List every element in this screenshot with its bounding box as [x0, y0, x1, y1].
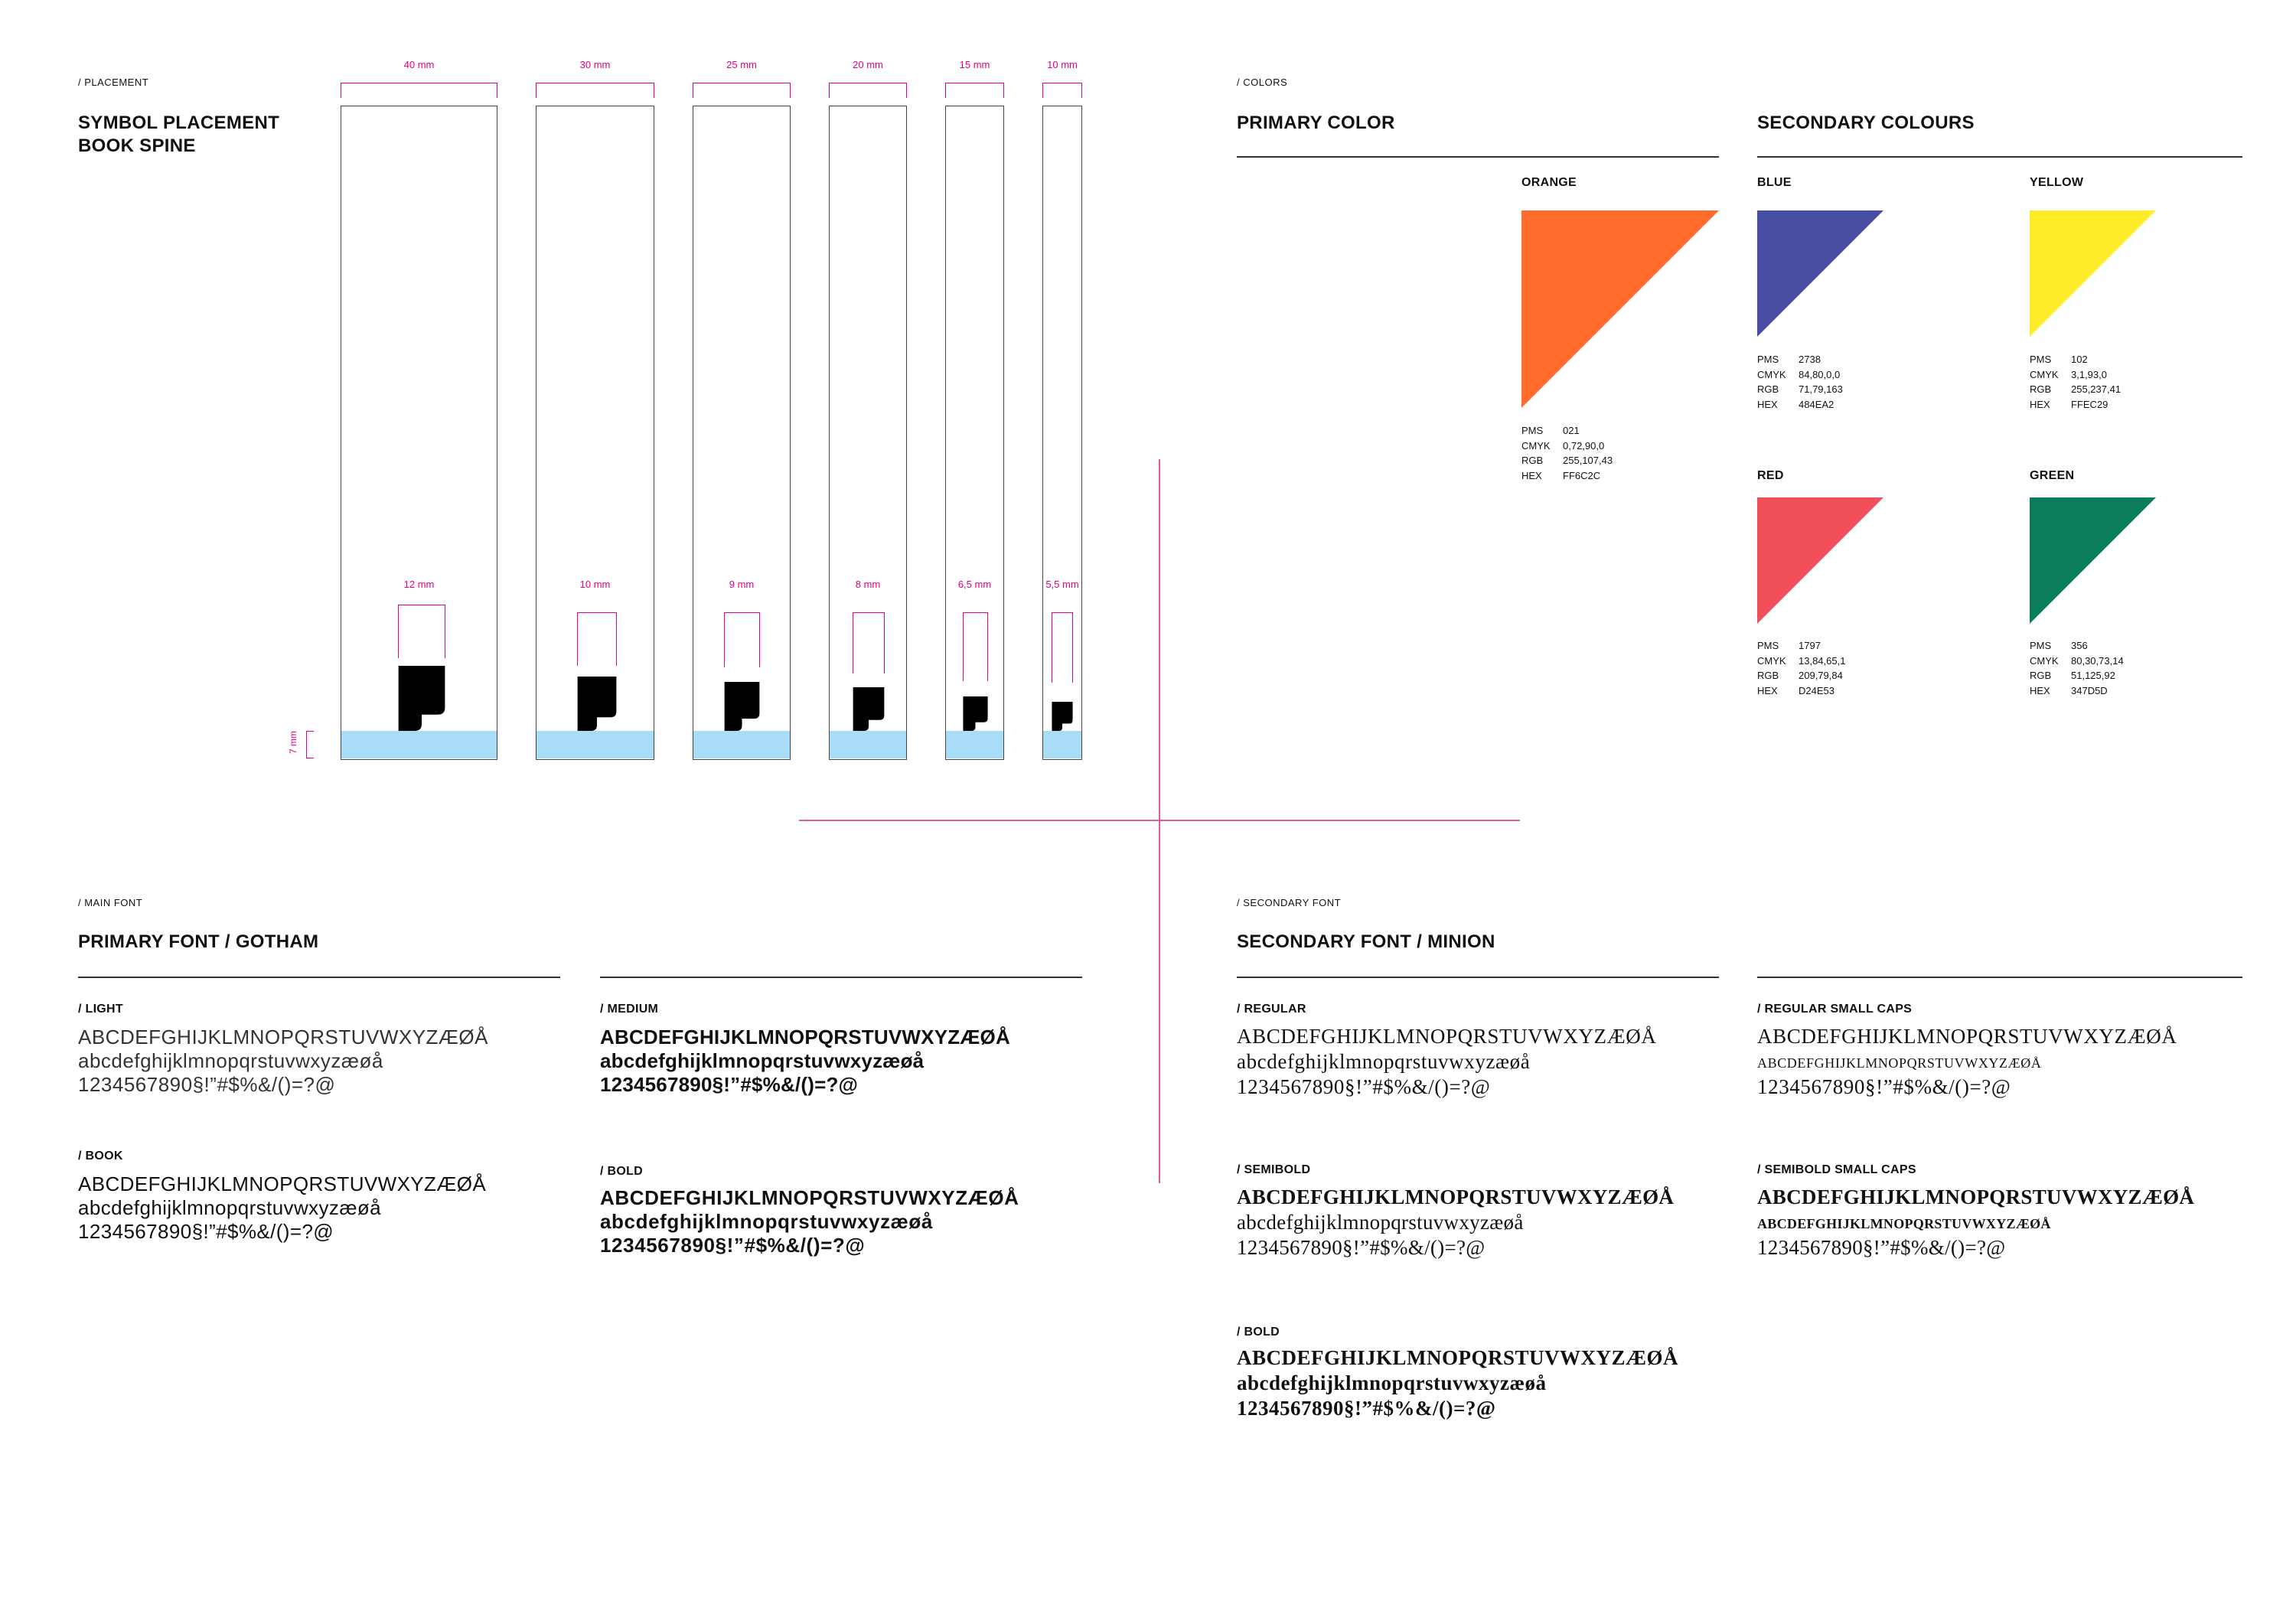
- symbol-size-label: 10 mm: [579, 579, 611, 590]
- weight-label-bold: / BOLD: [600, 1165, 644, 1178]
- specimen-figures: 1234567890§!”#$%&/()=?@: [1237, 1236, 1486, 1259]
- blue-swatch: [1757, 210, 1883, 337]
- specimen-serif-regular: [1237, 1024, 1656, 1100]
- specimen-upper: ABCDEFGHIJKLMNOPQRSTUVWXYZÆØÅ: [1237, 1346, 1679, 1369]
- spec-value: FF6C2C: [1563, 469, 1601, 481]
- spine-width-label: 25 mm: [726, 59, 757, 70]
- symbol-size-label: 8 mm: [855, 579, 881, 590]
- spec-key: PMS: [1521, 425, 1544, 436]
- spec-key: PMS: [2030, 640, 2052, 651]
- specimen-serif-bold: [1237, 1345, 1678, 1421]
- specimen-upper: ABCDEFGHIJKLMNOPQRSTUVWXYZÆØÅ: [1237, 1185, 1675, 1208]
- specimen-upper: ABCDEFGHIJKLMNOPQRSTUVWXYZÆØÅ: [600, 1026, 1010, 1048]
- main-font-heading: PRIMARY FONT / GOTHAM: [78, 931, 319, 952]
- specimen-lower: abcdefghijklmnopqrstuvwxyzæøå: [600, 1210, 933, 1233]
- symbol-size-label: 6,5 mm: [957, 579, 992, 590]
- specimen-figures: 1234567890§!”#$%&/()=?@: [78, 1220, 334, 1243]
- spec-key: CMYK: [1757, 368, 1786, 380]
- spec-value: 255,237,41: [2071, 383, 2122, 395]
- green-swatch: [2030, 497, 2156, 624]
- spine-width-label: 20 mm: [853, 59, 883, 70]
- specimen-lower: abcdefghijklmnopqrstuvwxyzæøå: [78, 1049, 383, 1072]
- weight-label-book: / BOOK: [78, 1150, 123, 1163]
- specimen-lower: abcdefghijklmnopqrstuvwxyzæøå: [1757, 1052, 2042, 1072]
- spine-width-label: 40 mm: [403, 59, 435, 70]
- specimen-upper: ABCDEFGHIJKLMNOPQRSTUVWXYZÆØÅ: [600, 1186, 1019, 1209]
- spec-key: HEX: [1757, 684, 1778, 696]
- spec-value: 80,30,73,14: [2071, 654, 2124, 667]
- specimen-upper: ABCDEFGHIJKLMNOPQRSTUVWXYZÆØÅ: [78, 1172, 487, 1195]
- secondary-font-rule-left: [1237, 977, 1719, 978]
- main-font-rule-left: [78, 977, 560, 978]
- spine-width-bracket: [693, 83, 791, 98]
- spec-key: HEX: [1521, 469, 1542, 481]
- spec-key: HEX: [1757, 398, 1778, 410]
- yellow-swatch: [2030, 210, 2156, 337]
- specimen-figures: 1234567890§!”#$%&/()=?@: [1757, 1236, 2006, 1259]
- blue-specs: [1757, 352, 1843, 412]
- spec-value: D24E53: [1799, 684, 1835, 696]
- logo-symbol: [398, 666, 445, 731]
- red-swatch: [1757, 497, 1883, 624]
- primary-color-rule: [1237, 156, 1719, 158]
- specimen-lower: abcdefghijklmnopqrstuvwxyzæøå: [1757, 1212, 2051, 1233]
- red-label: RED: [1757, 469, 1784, 482]
- specimen-serif-regular-small-caps: [1757, 1024, 2177, 1100]
- spec-value: 71,79,163: [1799, 383, 1843, 395]
- spec-key: PMS: [1757, 640, 1779, 651]
- specimen-figures: 1234567890§!”#$%&/()=?@: [600, 1073, 859, 1096]
- symbol-size-bracket: [577, 612, 617, 666]
- spec-key: RGB: [1757, 383, 1779, 395]
- symbol-size-bracket: [1052, 612, 1073, 683]
- spec-key: RGB: [1521, 455, 1544, 466]
- logo-symbol: [853, 687, 885, 731]
- weight-label-regular: / REGULAR: [1237, 1003, 1306, 1016]
- specimen-upper: ABCDEFGHIJKLMNOPQRSTUVWXYZÆØÅ: [78, 1026, 488, 1048]
- colors-section-tag: / COLORS: [1237, 77, 1288, 88]
- spec-value: 356: [2071, 640, 2088, 651]
- weight-label-serif-bold: / BOLD: [1237, 1326, 1280, 1339]
- spec-key: CMYK: [2030, 368, 2059, 380]
- green-specs: [2030, 638, 2124, 698]
- specimen-figures: 1234567890§!”#$%&/()=?@: [600, 1234, 866, 1257]
- bottom-dimension: [288, 731, 314, 758]
- spec-value: FFEC29: [2071, 398, 2108, 410]
- spec-value: 0,72,90,0: [1563, 439, 1605, 452]
- spec-value: 255,107,43: [1563, 455, 1613, 466]
- bottom-dim-label: 7 mm: [288, 731, 298, 754]
- spec-key: HEX: [2030, 684, 2050, 696]
- logo-symbol: [577, 677, 617, 731]
- specimen-serif-semibold-small-caps: [1757, 1185, 2194, 1260]
- green-label: GREEN: [2030, 469, 2075, 482]
- spec-value: 13,84,65,1: [1799, 654, 1846, 667]
- spine-width-label: 30 mm: [579, 59, 611, 70]
- specimen-lower: abcdefghijklmnopqrstuvwxyzæøå: [600, 1049, 925, 1072]
- weight-label-medium: / MEDIUM: [600, 1003, 659, 1016]
- specimen-figures: 1234567890§!”#$%&/()=?@: [1757, 1075, 2011, 1098]
- spine-bottom-band: [946, 731, 1003, 758]
- spine-width-bracket: [829, 83, 907, 98]
- spine-width-bracket: [1042, 83, 1082, 98]
- weight-label-regular-small-caps: / REGULAR SMALL CAPS: [1757, 1003, 1913, 1016]
- primary-color-heading: PRIMARY COLOR: [1237, 113, 1395, 133]
- spec-key: CMYK: [1521, 439, 1551, 452]
- spec-value: 021: [1563, 425, 1580, 436]
- spine-bottom-band: [1043, 731, 1081, 758]
- specimen-lower: abcdefghijklmnopqrstuvwxyzæøå: [1237, 1371, 1547, 1394]
- orange-specs: [1521, 423, 1613, 483]
- specimen-upper: ABCDEFGHIJKLMNOPQRSTUVWXYZÆØÅ: [1757, 1025, 2177, 1048]
- symbol-size-bracket: [724, 612, 760, 667]
- red-specs: [1757, 638, 1845, 698]
- spec-value: 484EA2: [1799, 398, 1835, 410]
- crosshair-vertical: [1159, 459, 1160, 1183]
- spine-width-label: 10 mm: [1047, 59, 1078, 70]
- specimen-upper: ABCDEFGHIJKLMNOPQRSTUVWXYZÆØÅ: [1237, 1025, 1657, 1048]
- symbol-size-label: 5,5 mm: [1045, 579, 1079, 590]
- spec-value: 2738: [1799, 354, 1821, 365]
- specimen-medium: [600, 1026, 1010, 1097]
- spec-value: 102: [2071, 354, 2088, 365]
- spec-key: CMYK: [1757, 654, 1786, 667]
- specimen-serif-semibold: [1237, 1185, 1674, 1260]
- spec-value: 209,79,84: [1799, 670, 1843, 681]
- spec-value: 51,125,92: [2071, 670, 2115, 681]
- spine-width-label: 15 mm: [959, 59, 990, 70]
- specimen-upper: ABCDEFGHIJKLMNOPQRSTUVWXYZÆØÅ: [1757, 1185, 2195, 1208]
- bottom-dim-bracket: [306, 731, 314, 758]
- weight-label-light: / LIGHT: [78, 1003, 123, 1016]
- spine-width-bracket: [536, 83, 654, 98]
- symbol-size-label: 9 mm: [729, 579, 755, 590]
- placement-title-line2: BOOK SPINE: [78, 135, 196, 156]
- placement-title: [78, 112, 279, 158]
- spec-value: 3,1,93,0: [2071, 368, 2107, 380]
- specimen-book: [78, 1172, 486, 1244]
- placement-title-line1: SYMBOL PLACEMENT: [78, 113, 280, 133]
- main-font-rule-right: [600, 977, 1082, 978]
- spine-bottom-band: [536, 731, 654, 758]
- orange-label: ORANGE: [1521, 176, 1577, 189]
- spine-bottom-band: [693, 731, 790, 758]
- spec-key: PMS: [1757, 354, 1779, 365]
- secondary-colours-rule: [1757, 156, 2242, 158]
- spine-width-bracket: [945, 83, 1004, 98]
- symbol-size-bracket: [963, 612, 988, 681]
- spec-key: RGB: [1757, 670, 1779, 681]
- orange-swatch: [1521, 210, 1719, 408]
- specimen-bold: [600, 1186, 1019, 1257]
- spec-key: RGB: [2030, 670, 2052, 681]
- spec-value: 1797: [1799, 640, 1821, 651]
- specimen-figures: 1234567890§!”#$%&/()=?@: [1237, 1075, 1491, 1098]
- crosshair-horizontal: [799, 820, 1520, 821]
- spec-key: RGB: [2030, 383, 2052, 395]
- secondary-colours-heading: SECONDARY COLOURS: [1757, 113, 1975, 133]
- symbol-size-bracket: [853, 612, 885, 673]
- specimen-figures: 1234567890§!”#$%&/()=?@: [78, 1073, 336, 1096]
- spec-value: 347D5D: [2071, 684, 2108, 696]
- specimen-lower: abcdefghijklmnopqrstuvwxyzæøå: [1237, 1211, 1524, 1234]
- logo-symbol: [963, 696, 988, 731]
- secondary-font-rule-right: [1757, 977, 2242, 978]
- spec-key: PMS: [2030, 354, 2052, 365]
- spec-value: 84,80,0,0: [1799, 368, 1841, 380]
- specimen-lower: abcdefghijklmnopqrstuvwxyzæøå: [78, 1196, 381, 1219]
- main-font-section-tag: / MAIN FONT: [78, 897, 143, 908]
- symbol-size-label: 12 mm: [403, 579, 435, 590]
- spec-key: CMYK: [2030, 654, 2059, 667]
- specimen-figures: 1234567890§!”#$%&/()=?@: [1237, 1397, 1496, 1420]
- symbol-size-bracket: [398, 605, 445, 658]
- book-spine: [341, 106, 497, 760]
- logo-symbol: [724, 682, 760, 731]
- weight-label-semibold: / SEMIBOLD: [1237, 1163, 1311, 1176]
- yellow-specs: [2030, 352, 2121, 412]
- logo-symbol: [1052, 702, 1073, 731]
- specimen-light: [78, 1026, 488, 1097]
- secondary-font-heading: SECONDARY FONT / MINION: [1237, 931, 1495, 952]
- weight-label-semibold-small-caps: / SEMIBOLD SMALL CAPS: [1757, 1163, 1916, 1176]
- secondary-font-section-tag: / SECONDARY FONT: [1237, 897, 1342, 908]
- yellow-label: YELLOW: [2030, 176, 2084, 189]
- spine-bottom-band: [341, 731, 497, 758]
- spine-width-bracket: [341, 83, 497, 98]
- placement-section-tag: / PLACEMENT: [78, 77, 149, 88]
- spine-bottom-band: [830, 731, 906, 758]
- spec-key: HEX: [2030, 398, 2050, 410]
- specimen-lower: abcdefghijklmnopqrstuvwxyzæøå: [1237, 1050, 1531, 1073]
- blue-label: BLUE: [1757, 176, 1792, 189]
